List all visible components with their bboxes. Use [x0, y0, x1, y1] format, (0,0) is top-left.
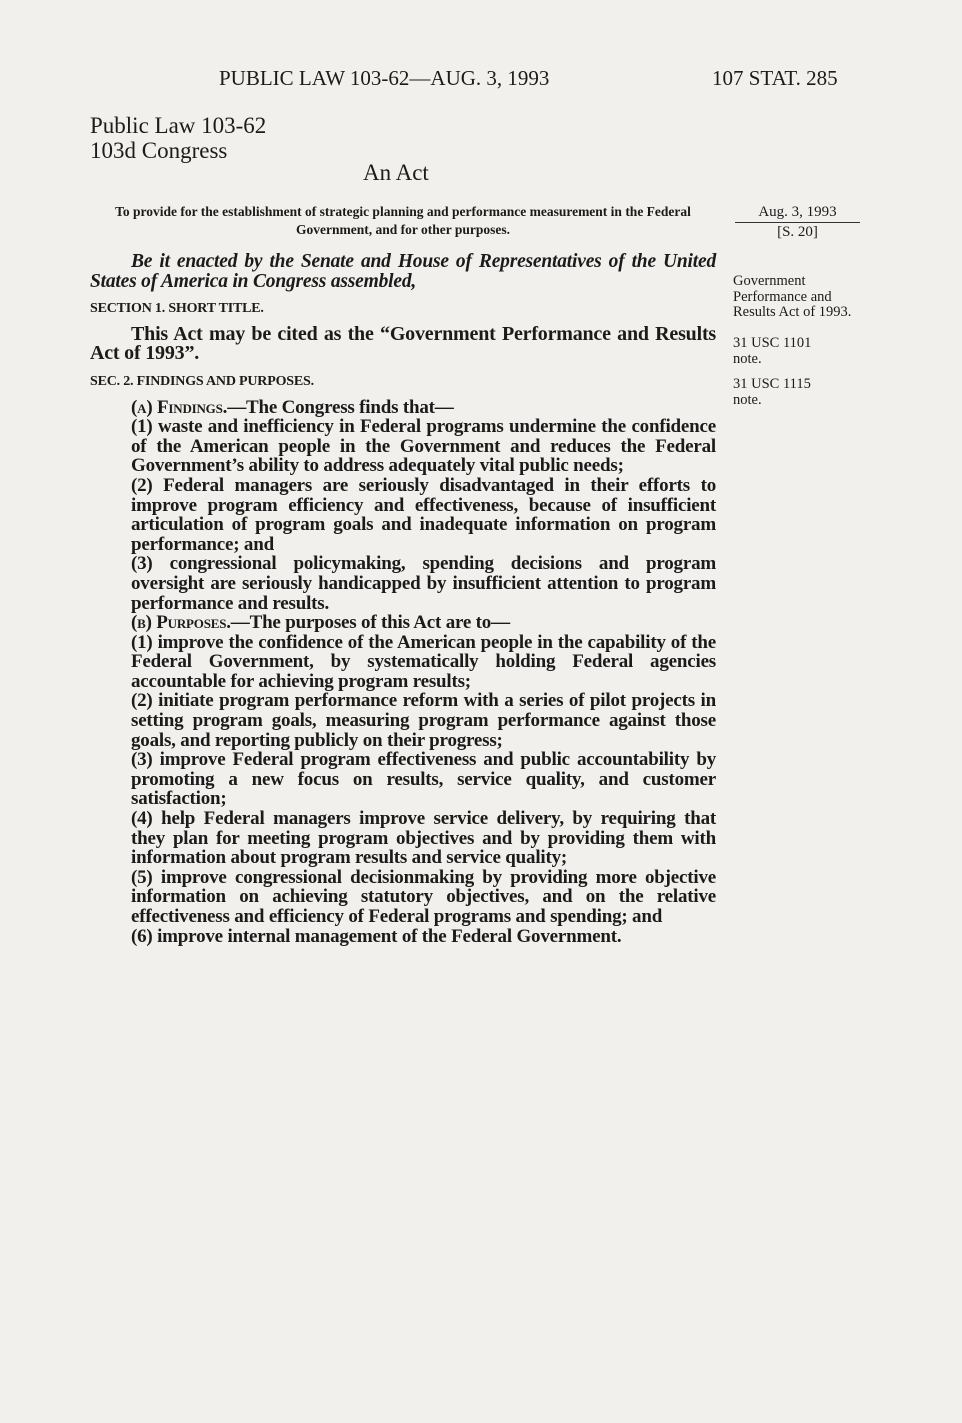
- section-1-text: This Act may be cited as the “Government Performance and Results Act of 1993”.: [90, 322, 716, 365]
- findings-intro: [90, 398, 716, 418]
- public-law-number: Public Law 103-62: [90, 113, 267, 138]
- purpose-item: (1) improve the confidence of the American people in the capability of the Federal Government, by systematically holding Federal agencies accountable for achieving program results;: [131, 631, 716, 692]
- enacting-clause: Be it enacted by the Senate and House of Representatives of the United States of America in Congress assembled,: [90, 251, 716, 292]
- purposes-intro-text: —The purposes of this Act are to—: [230, 612, 510, 634]
- margin-date-box: [735, 203, 860, 242]
- purpose-item: (2) initiate program performance reform with a series of pilot projects in setting program goals, measuring program performance against those goals, and reporting publicly on their progress;: [131, 690, 716, 751]
- purpose-item: (3) improve Federal program effectiveness and public accountability by promoting a new focus on results, service quality, and customer satisfaction;: [131, 749, 716, 810]
- margin-note-usc-1115: 31 USC 1115 note.: [733, 376, 811, 408]
- purpose-item: (6) improve internal management of the Federal Government.: [131, 925, 622, 947]
- purpose-item: (4) help Federal managers improve service delivery, by requiring that they plan for meeting program objectives and by providing them with information about program results and service quality;: [131, 808, 716, 869]
- finding-item: (1) waste and inefficiency in Federal programs undermine the confidence of the American people in the Government and reduces the Federal Government’s ability to address adequately vital public needs;: [131, 416, 716, 477]
- findings-intro-text: —The Congress finds that—: [227, 396, 454, 418]
- running-header: PUBLIC LAW 103-62—AUG. 3, 1993: [219, 66, 550, 90]
- congress: 103d Congress: [90, 138, 228, 163]
- section-1-heading: SECTION 1. SHORT TITLE.: [90, 301, 264, 317]
- finding-item: (2) Federal managers are seriously disadvantaged in their efforts to improve program efficiency and effectiveness, because of insufficient articulation of program goals and inadequate information on program performance; and: [131, 474, 716, 555]
- act-title: An Act: [363, 160, 429, 185]
- bill-number: [S. 20]: [777, 224, 818, 240]
- margin-note-usc-1101: 31 USC 1101 note.: [733, 335, 812, 367]
- page-citation: 107 STAT. 285: [712, 66, 838, 90]
- finding-item: (3) congressional policymaking, spending decisions and program oversight are seriously handicapped by insufficient attention to program performance and results.: [131, 553, 716, 614]
- section-2-heading: SEC. 2. FINDINGS AND PURPOSES.: [90, 373, 314, 389]
- purpose-item: (5) improve congressional decisionmaking by providing more objective information on achieving statutory objectives, and on the relative effectiveness and efficiency of Federal programs and spending; and: [131, 866, 716, 927]
- act-subtitle: To provide for the establishment of strategic planning and performance measurement in the Federal Government, and for other purposes.: [115, 204, 691, 237]
- margin-note-short-title: Government Performance and Results Act of 1993.: [733, 273, 852, 320]
- purposes-intro: [90, 613, 716, 633]
- purposes-label: (b) Purposes.: [131, 612, 231, 634]
- margin-date: Aug. 3, 1993: [735, 203, 860, 223]
- act-body: [90, 252, 716, 946]
- findings-label: (a) Findings.: [131, 396, 228, 418]
